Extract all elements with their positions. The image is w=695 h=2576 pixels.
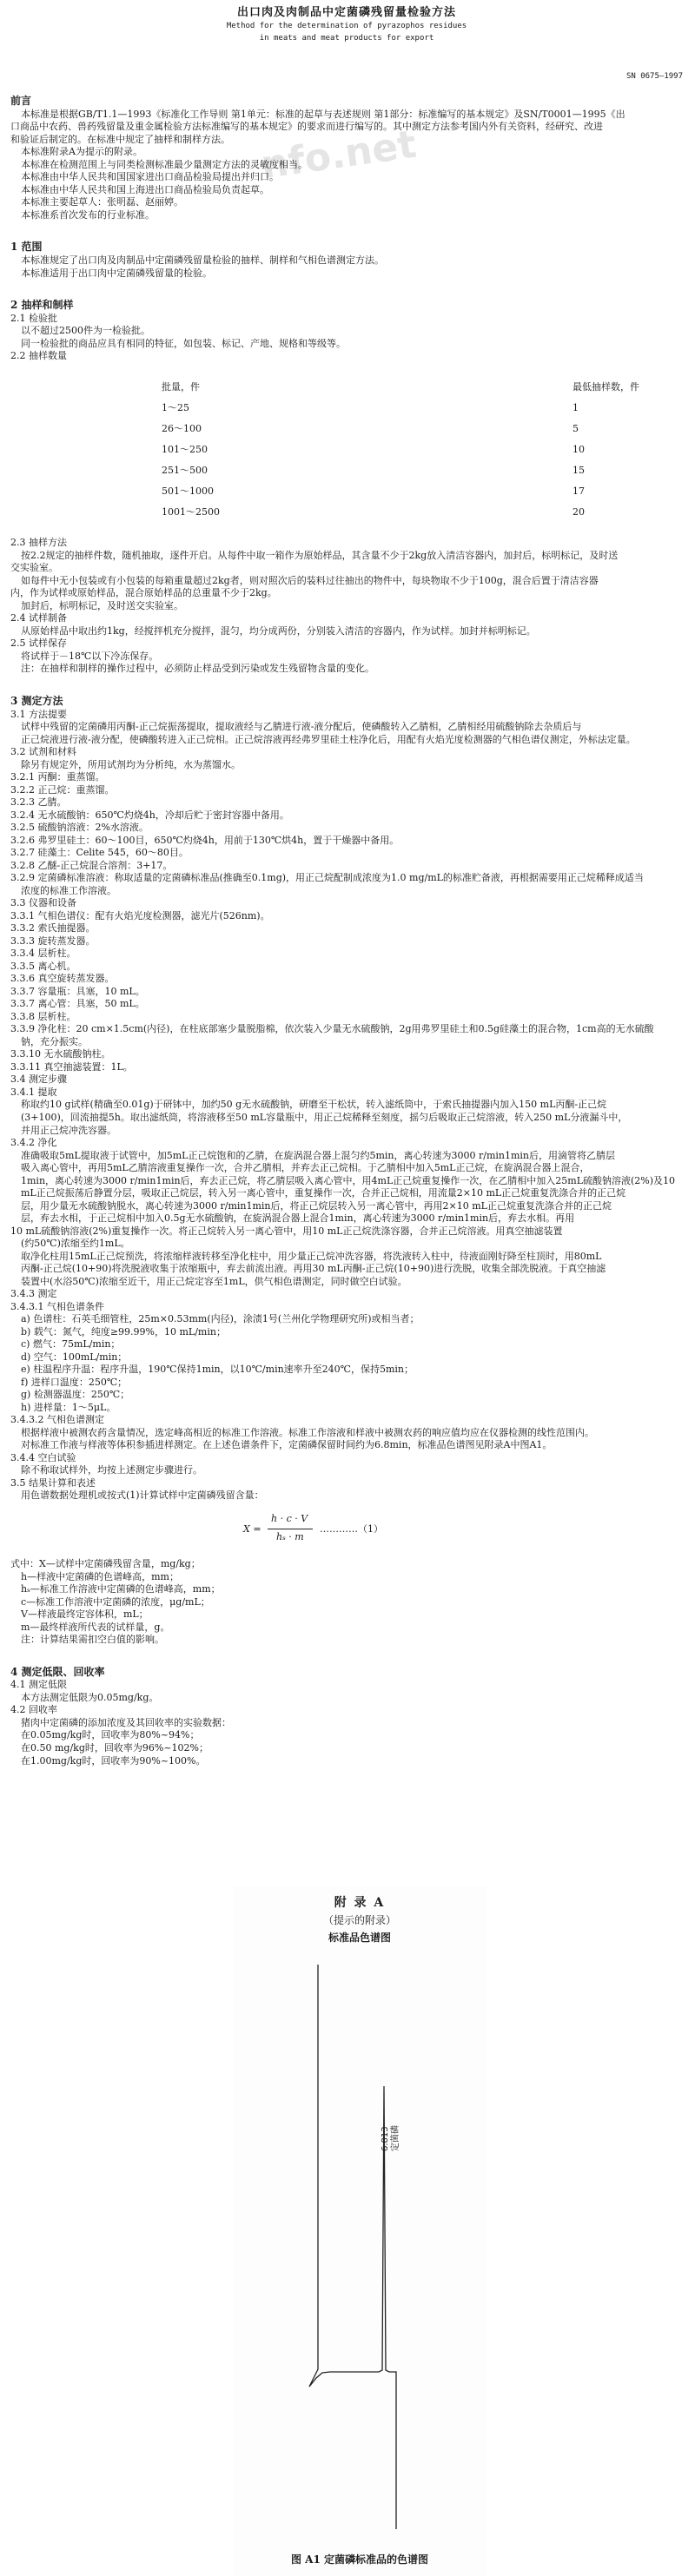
table-cell: 501～1000	[162, 485, 214, 497]
section-3-line: 丙酮-正己烷(10+90)将洗脱液收集于浓缩瓶中，弃去前流出液。再用30 mL丙酮-正己烷(10+90)进行洗脱，收集全部洗脱液。于真空抽滤	[21, 1263, 606, 1275]
section-4-line: 在1.00mg/kg时，回收率为90%~100%。	[21, 1754, 206, 1767]
section-3-line: 根据样液中被测农药含量情况，选定峰高相近的标准工作溶液。标准工作溶液和样液中被测农药的响应值均应在仪器检测的线性范围内。	[21, 1426, 594, 1438]
table-row	[115, 439, 653, 460]
section-1-line: 本标准规定了出口肉及肉制品中定菌磷残留量检验的抽样、制样和气相色谱测定方法。	[21, 254, 384, 267]
section-3-line: 3.2.7 硅藻土：Celite 545，60～80目。	[10, 847, 189, 859]
table-row	[115, 419, 653, 439]
foreword-line: 本标准是根据GB/T1.1—1993《标准化工作导则 第1单元：标准的起草与表述规则 第1部分：标准编写的基本规定》及SN/T0001—1995《出	[21, 108, 626, 120]
document-body	[10, 0, 683, 1767]
section-4-line: 4.1 测定低限	[10, 1679, 67, 1691]
table-cell: 101～250	[162, 443, 208, 455]
section-3-line: e) 柱温程序升温：程序升温，190℃保持1min，以10℃/min速率升至240℃，保持5min；	[21, 1364, 414, 1376]
section-3-line: g) 检测器温度：250℃；	[21, 1389, 130, 1401]
section-3-line: 3.2 试剂和材料	[10, 746, 76, 758]
annex-a	[233, 1886, 486, 2576]
section-3-line: 3.3.5 离心机。	[10, 960, 76, 972]
section-3-line: (约50℃)浓缩至约1mL。	[21, 1238, 130, 1250]
table-cell: 20	[573, 505, 585, 518]
section-3-line: 3.4.2 净化	[10, 1137, 57, 1149]
figure-caption: 图 A1 定菌磷标准品的色谱图	[290, 2553, 429, 2566]
section-3-line: 3.4.3 测定	[10, 1288, 57, 1300]
variable-definition: c—标准工作溶液中定菌磷的浓度，μg/mL；	[21, 1595, 210, 1608]
section-3-line: mL正己烷振荡后静置分层，吸取正己烷层，转入另一离心管中，重复操作一次，合并正己烷相，用流量2×10 mL正己烷重复洗涤合并的正己烷	[21, 1187, 626, 1199]
foreword-line: 口商品中农药、兽药残留量及重金属检验方法标准编写的基本规定》的要求而进行编写的。其中测定方法参考国内外有关资料，经研究、改进	[10, 121, 603, 133]
section-3-line: 3.3.4 层析柱。	[10, 948, 76, 960]
section-3-line: 3.2.8 乙醚-正己烷混合溶剂：3+17。	[10, 859, 173, 871]
table-row	[115, 502, 653, 523]
section-3-line: 3.3.9 净化柱：20 cm×1.5cm(内径)，在柱底部塞少量脱脂棉，依次装入少量无水硫酸钠，2g用弗罗里硅土和0.5g硅藻土的混合物，1cm高的无水硫酸	[10, 1023, 654, 1035]
section-3-body-a	[10, 709, 683, 1301]
foreword-line: 本标准系首次发布的行业标准。	[21, 208, 155, 221]
section-4-line: 4.2 回收率	[10, 1704, 57, 1716]
formula-lhs: X =	[243, 1522, 261, 1535]
section-3-line: 1min，离心转速为3000 r/min1min后，弃去正己烷，将乙腈层吸入离心管中，用4mL正己烷重复操作一次，在乙腈相中加入25mL硫酸钠溶液(2%)及10	[21, 1174, 676, 1186]
table-cell: 15	[573, 464, 585, 476]
foreword-line: 本标准由中华人民共和国国家进出口商品检验局提出并归口。	[21, 171, 279, 183]
table-cell: 5	[573, 422, 579, 434]
section-4-line: 猪肉中定菌磷的添加浓度及其回收率的实验数据：	[21, 1716, 231, 1728]
section-3-line: 装置中(水浴50℃)浓缩至近干，用正己烷定容至1mL，供气相色谱测定，同时做空白试验。	[21, 1275, 407, 1287]
foreword-line: 本标准主要起草人：张明磊、赵丽婷。	[21, 196, 183, 208]
section-3-line: 3.4.1 提取	[10, 1086, 57, 1098]
section-3-body-c	[10, 1558, 683, 1647]
variable-definition: h—样液中定菌磷的色谱峰高，mm；	[21, 1570, 179, 1582]
section-3-line: 3.3.8 层析柱。	[10, 1010, 76, 1022]
section-2-line: 内，作为试样或原始样品，混合原始样品的总重量不少于2kg。	[10, 587, 277, 599]
table-header-cell: 批量，件	[162, 380, 200, 393]
foreword-line: 本标准由中华人民共和国上海进出口商品检验局负责起草。	[21, 183, 269, 195]
table-header-cell: 最低抽样数，件	[573, 380, 639, 393]
section-3-line: 对标准工作液与样液等体积参插进样测定。在上述色谱条件下，定菌磷保留时间约为6.8min，标准品色谱图见附录A中图A1。	[21, 1439, 553, 1451]
section-3-line: 3.2.6 弗罗里硅土：60～100目，650℃灼烧4h，用前于130℃烘4h，置于干燥器中备用。	[10, 834, 400, 846]
section-2-line: 从原始样品中取出约1kg，经搅拌机充分搅拌，混匀，均分成两份，分别装入清洁的容器内，作为试样。加封并标明标记。	[21, 624, 536, 637]
chromatogram-trace	[309, 1965, 396, 2529]
table-header-row	[115, 377, 653, 398]
section-3-line: 3.1 方法提要	[10, 708, 67, 720]
section-3-line: (3+100)，回流抽提5h。取出滤纸筒，将溶液移至50 mL容量瓶中，用正己烷稀释至刻度，摇匀后吸取正己烷溶液，转入250 mL分液漏斗中，	[21, 1112, 628, 1123]
table-row	[115, 460, 653, 481]
formula-numerator: h · c · V	[271, 1512, 308, 1524]
section-3-line: 3.2.9 定菌磷标准溶液：称取适量的定菌磷标准品(推确至0.1mg)，用正己烷配制成浓度为1.0 mg/mL的标准贮备液，再根据需要用正己烷稀释成适当	[10, 872, 644, 884]
variable-definition: 式中：X—试样中定菌磷残留含量，mg/kg；	[10, 1557, 201, 1569]
table-cell: 1～25	[162, 401, 189, 413]
section-3-line: h) 进样量：1～5μL。	[21, 1401, 116, 1413]
section-3-line: f) 进样口温度：250℃；	[21, 1376, 128, 1388]
section-3-line: 层，用少量无水硫酸钠脱水，离心转速为3000 r/min1min后，将正己烷层转入另一离心管中，再用2×10 mL正己烷重复洗涤合并的正己烷	[21, 1199, 612, 1212]
section-3-line: 3.3.7 容量瓶：具塞，10 mL。	[10, 985, 145, 997]
table-cell: 17	[573, 485, 585, 497]
section-3-line: 3.4 测定步骤	[10, 1073, 67, 1086]
section-2-heading: 2 抽样和制样	[10, 299, 74, 312]
section-1-line: 本标准适用于出口肉中定菌磷残留量的检验。	[21, 267, 212, 279]
section-3-line: 3.3.1 气相色谱仪：配有火焰光度检测器，滤光片(526nm)。	[10, 909, 270, 921]
table-row	[115, 481, 653, 502]
formula-denominator: hₛ · m	[276, 1530, 304, 1542]
section-2-line: 加封后，标明标记，及时送交实验室。	[21, 599, 183, 611]
english-title-line-1: Method for the determination of pyrazophos residues	[226, 22, 467, 31]
section-4-line: 在0.05mg/kg时，回收率为80%~94%；	[21, 1729, 200, 1741]
section-2-line: 将试样于－18℃以下冷冻保存。	[21, 650, 159, 662]
section-4-line: 在0.50 mg/kg时，回收率为96%~102%；	[21, 1742, 208, 1754]
table-row	[115, 398, 653, 419]
peak-compound-label: 定菌磷	[391, 2125, 400, 2151]
table-cell: 1001～2500	[162, 505, 220, 518]
section-2-line: 2.1 检验批	[10, 312, 57, 324]
section-3-line: 3.2.2 正己烷：重蒸馏。	[10, 783, 115, 796]
section-3-line: 10 mL硫酸钠溶液(2%)重复操作一次。将正己烷转入另一离心管中，用10 mL正己烷洗涤容器，合并正己烷溶液。用真空抽滤装置	[10, 1225, 563, 1237]
annex-name: 标准品色谱图	[328, 1932, 391, 1945]
section-3-line: 3.5 结果计算和表述	[10, 1476, 96, 1489]
annex-subtitle: （提示的附录）	[322, 1914, 396, 1927]
section-3-line: 除另有规定外，所用试剂均为分析纯，水为蒸馏水。	[21, 758, 241, 770]
section-2-line: 交实验室。	[10, 562, 58, 574]
foreword-line: 和验证后制定的。在标准中规定了抽样和制样方法。	[10, 133, 230, 145]
formula-number: …………（1）	[320, 1522, 383, 1535]
section-3-line: 称取约10 g试样(精确至0.01g)于研钵中，加约50 g无水硫酸钠，研磨至干松状，转入滤纸筒中，于索氏抽提器内加入150 mL丙酮-正己烷	[21, 1099, 607, 1111]
table-cell: 26～100	[162, 422, 202, 434]
section-2-line: 注：在抽样和制样的操作过程中，必须防止样品受到污染或发生残留物含量的变化。	[21, 663, 374, 675]
section-2-line: 2.2 抽样数量	[10, 350, 67, 362]
section-2-line: 如每件中无小包装或有小包装的每箱重量超过2kg者，则对照次后的装料过往抽出的物件中，每块物取不少于100g，混合后置于清洁容器	[21, 574, 599, 586]
watermark: nfo.net	[258, 122, 420, 188]
section-1-heading: 1 范围	[10, 241, 43, 254]
section-3-line: 3.2.5 硫酸钠溶液：2%水溶液。	[10, 822, 149, 834]
variable-definition: V—样液最终定容体积，mL；	[21, 1608, 149, 1621]
section-3-line: 3.3.7 离心管：具塞，50 mL。	[10, 998, 145, 1010]
section-3-line: 层，弃去水相，于正己烷相中加入0.5g无水硫酸钠，在旋涡混合器上混合1min，离心转速为3000 r/min1min后，弃去水相。再用	[21, 1212, 575, 1225]
section-3-line: 用色谱数据处理机或按式(1)计算试样中定菌磷残留含量：	[21, 1489, 264, 1502]
section-3-line: 3.3 仪器和设备	[10, 897, 76, 909]
foreword-text	[10, 109, 683, 222]
section-3-line: 正己烷液进行液-液分配，使磷酸转进入正己烷相。正己烷溶液再经弗罗里硅土柱净化后，用配有火焰光度检测器的气相色谱仪测定，外标法定量。	[21, 733, 636, 745]
section-3-line: 3.4.3.2 气相色谱测定	[10, 1414, 104, 1426]
variable-definition: hₛ—标准工作溶液中定菌磷的色谱峰高，mm；	[21, 1583, 221, 1595]
variable-definition: 注：计算结果需扣空白值的影响。	[21, 1634, 164, 1646]
section-2-line: 按2.2规定的抽样件数，随机抽取，逐件开启。从每件中取一箱作为原始样品，其含量不少于2kg放入清洁容器内，加封后，标明标记，及时送	[21, 549, 619, 561]
section-3-line: 除不称取试样外，均按上述测定步骤进行。	[21, 1464, 202, 1476]
section-3-line: 3.3.6 真空旋转蒸发器。	[10, 973, 115, 985]
section-3-line: 3.3.2 索氏抽提器。	[10, 922, 96, 935]
section-3-body-b	[10, 1301, 683, 1503]
variable-definition: m—最终样液所代表的试样量，g。	[21, 1621, 170, 1633]
section-4-line: 本方法测定低限为0.05mg/kg。	[21, 1691, 159, 1703]
section-4-body	[10, 1679, 683, 1767]
section-4-heading: 4 测定低限、回收率	[10, 1665, 105, 1678]
section-3-line: 准确吸取5mL提取液于试管中，加5mL正己烷饱和的乙腈，在旋涡混合器上混匀约5min，离心转速为3000 r/min1min后，用滴管将乙腈层	[21, 1149, 616, 1161]
section-3-line: 3.3.3 旋转蒸发器。	[10, 935, 96, 947]
foreword-heading: 前言	[10, 94, 32, 107]
sampling-table	[115, 377, 653, 523]
section-3-line: 3.2.1 丙酮：重蒸馏。	[10, 771, 105, 783]
chromatogram	[233, 1956, 486, 2529]
section-2-line: 2.5 试样保存	[10, 637, 67, 650]
section-3-line: 钠，充分振实。	[21, 1035, 88, 1047]
table-cell: 251～500	[162, 464, 208, 476]
section-3-heading: 3 测定方法	[10, 694, 63, 707]
section-3-line: 试样中残留的定菌磷用丙酮-正己烷振荡提取，提取液经与乙腈进行液-液分配后，使磷酸转入乙腈相，乙腈相经用硫酸钠除去杂质后与	[21, 721, 582, 733]
section-3-line: b) 载气：氮气，纯度≥99.99%，10 mL/min；	[21, 1325, 226, 1338]
table-cell: 10	[573, 443, 585, 455]
section-2-line: 以不超过2500件为一检验批。	[21, 325, 150, 337]
section-3-line: 取净化柱用15mL正己烷预洗，将浓缩样液转移至净化柱中，用少量正己烷冲洗容器，将洗液转入柱中，待液面刚好降至柱顶时，用80mL	[21, 1250, 602, 1262]
section-3-line: 并用正己烷冲洗容器。	[21, 1124, 116, 1136]
section-3-line: 3.4.3.1 气相色谱条件	[10, 1300, 104, 1312]
section-3-line: 3.4.4 空白试验	[10, 1451, 76, 1463]
section-2-line: 同一检验批的商品应具有相同的特征，如包装、标记、产地、规格和等级等。	[21, 337, 346, 349]
header	[10, 5, 683, 44]
section-3-line: c) 燃气：75mL/min；	[21, 1338, 121, 1351]
foreword-line: 本标准在检测范围上与同类检测标准最少量测定方法的灵敏度相当。	[21, 158, 308, 170]
document-title: 出口肉及肉制品中定菌磷残留量检验方法	[236, 6, 456, 19]
table-cell: 1	[573, 401, 579, 413]
section-3-line: 3.2.3 乙腈。	[10, 796, 67, 809]
peak-retention-label: 6.813	[381, 2126, 390, 2151]
calculation-formula	[10, 1509, 683, 1551]
section-2-line: 2.3 抽样方法	[10, 537, 67, 548]
standard-number: SN 0675—1997	[626, 71, 683, 81]
section-2-line: 2.4 试样制备	[10, 612, 67, 624]
section-3-line: 3.3.11 真空抽滤装置：1L。	[10, 1060, 133, 1073]
section-3-line: 浓度的标准工作溶液。	[21, 884, 116, 896]
annex-title: 附 录 A	[334, 1896, 386, 1910]
section-3-line: 3.3.10 无水硫酸钠柱。	[10, 1048, 111, 1060]
foreword-line: 本标准附录A为提示的附录。	[21, 146, 142, 158]
section-3-line: 3.2.4 无水硫酸钠：650℃灼烧4h，冷却后贮于密封容器中备用。	[10, 809, 289, 821]
section-3-line: d) 空气：100mL/min；	[21, 1351, 128, 1363]
section-3-line: a) 色谱柱：石英毛细管柱，25m×0.53mm(内径)，涂渍1号(兰州化学物理研究所)或相当者；	[21, 1313, 420, 1325]
section-3-line: 吸入离心管中，再用5mL乙腈溶液重复操作一次，合并乙腈相，并弃去正己烷相。于乙腈相中加入5mL正己烷，在旋涡混合器上混合，	[21, 1162, 590, 1174]
english-title-line-2: in meats and meat products for export	[259, 34, 434, 43]
